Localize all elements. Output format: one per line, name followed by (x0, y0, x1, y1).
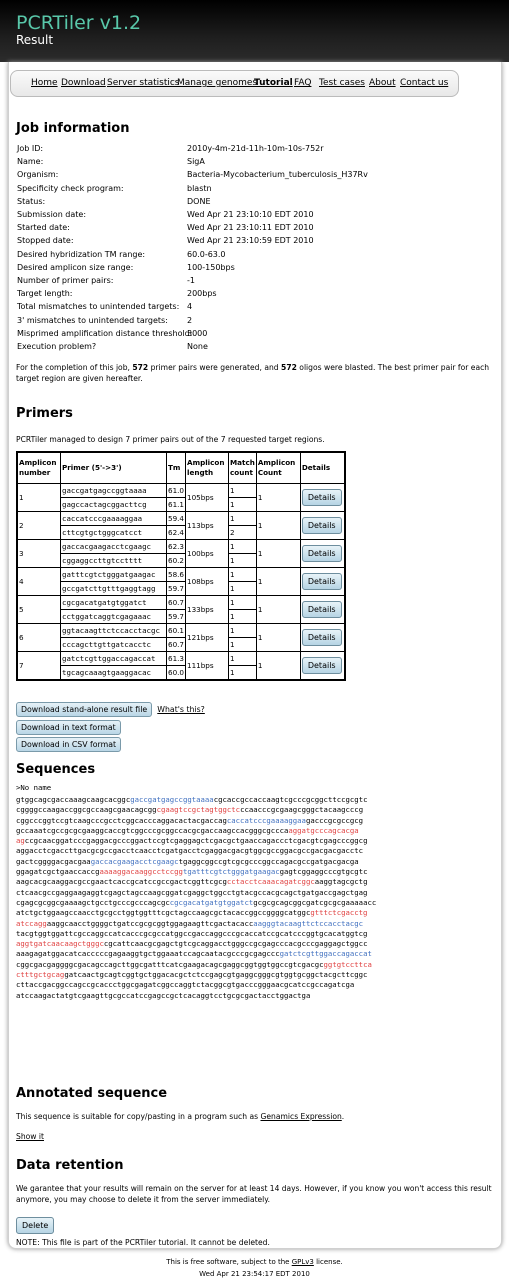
amplicon-number: 3 (17, 540, 61, 568)
reverse-primer-site: cctacctcaaacagatcggc (226, 877, 315, 887)
forward-tm: 60.7 (167, 596, 186, 610)
amplicon-number: 5 (17, 596, 61, 624)
forward-match-count: 1 (229, 596, 257, 610)
sequence-segment: cgagcgcggcgaaaagctgcctgcccgcccagcgc (16, 897, 170, 907)
forward-primer-site: gatctcgttggaccagaccat (279, 949, 372, 959)
sequence-line (16, 877, 376, 887)
reverse-match-count: 1 (229, 498, 257, 512)
forward-match-count: 1 (229, 652, 257, 666)
sequence-segment: cggggccaagaccggcgccaagcgaacagcgg (16, 805, 157, 815)
forward-primer: gatctcgttggaccagaccat (61, 652, 167, 666)
nav-test-cases[interactable]: Test cases (319, 78, 365, 88)
retention-text: We garantee that your results will remain on the server for at least 14 days. However, if you know you won't access this result anymore, you may choose to delete it from the server immediately. (16, 1184, 492, 1204)
sequence-line (16, 939, 376, 949)
nav-faq[interactable]: FAQ (294, 78, 312, 88)
sequence-line (16, 960, 376, 970)
sequence-segment: aggacctcgaccttgacgcgccgacctcaacctcgatgacctcgaggacgacgtggcgccggacgccgacgacgacctc (16, 846, 364, 856)
job-info-value: Bacteria-Mycobacterium_tuberculosis_H37Rv (187, 170, 368, 180)
annotated-heading: Annotated sequence (16, 1086, 168, 1101)
sequence-text (16, 795, 376, 1001)
forward-tm: 60.1 (167, 624, 186, 638)
sequence-segment: gatcaactgcagtcggtgctggacacgctctccgagcgtgaggcgggcgtggtgcggctacgcttcggc (64, 970, 368, 980)
job-info-label: Desired hybridization TM range: (17, 249, 146, 259)
oligo-count: 572 (281, 363, 297, 372)
job-info-label: Organism: (17, 170, 59, 180)
reverse-primer: cccagcttgttgatcacctc (61, 638, 167, 652)
amplicon-length: 133bps (186, 596, 229, 624)
sequence-line (16, 929, 376, 939)
sequence-segment: cggcccggtccgtcaagcccgcctcggcacccaggacactacgaccag (16, 815, 227, 825)
primers-table (16, 451, 346, 681)
reverse-primer: cttcgtgctgggcatcct (61, 526, 167, 540)
sequence-line (16, 898, 376, 908)
reverse-tm: 60.7 (167, 638, 186, 652)
col-primer: Primer (5'->3') (61, 452, 167, 484)
sequence-segment: tgaggcggccgtcgcgcccggccagacgccgatgacgacga (178, 856, 359, 866)
reverse-tm: 62.4 (167, 526, 186, 540)
forward-primer: caccatcccgaaaaggaa (61, 512, 167, 526)
forward-primer: cgcgacatgatgtggatct (61, 596, 167, 610)
amplicon-number: 2 (17, 512, 61, 540)
sequence-segment: aaggtagcgctg (314, 877, 368, 887)
sequences-heading: Sequences (16, 762, 96, 777)
details-button[interactable]: Details (302, 657, 342, 674)
col-amplicon-count: Amplicon Count (256, 452, 300, 484)
sequence-segment: gtggcagcgaccaaagcaagcacggc (16, 795, 131, 804)
job-info-heading: Job information (16, 121, 130, 136)
amplicon-count: 1 (256, 624, 300, 652)
forward-primer-site: gaccgatgagccggtaaaa (130, 795, 214, 804)
job-summary: For the completion of this job, 572 primer pairs were generated, and 572 oligos were blasted. The best primer pair for each target region are given hereafter. (16, 363, 490, 383)
sequence-segment: aaggcaacctggggctgatccgcgcggtggagaagttcgactacacc (46, 918, 254, 928)
nav-contact-us[interactable]: Contact us (400, 78, 449, 88)
job-info-label: 3' mismatches to unintended targets: (17, 315, 168, 325)
reverse-primer: gccgatcttgtttgaggtagg (61, 582, 167, 596)
sequence-line (16, 846, 376, 856)
sequence-segment: tacgtggtggattcgccaggccatcacccgcgccatggccgaccaggcccgcaccatccgcatcccggtgcacatggtcg (16, 928, 368, 938)
sequence-segment: gcgcgcagcggcgatcgcgcgaaaaacc (253, 897, 377, 907)
app-title: PCRTiler v1.2 (16, 12, 142, 34)
details-button[interactable]: Details (302, 601, 342, 618)
download-csv-button[interactable]: Download in CSV format (16, 737, 121, 752)
job-info-label: Number of primer pairs: (17, 276, 114, 286)
reverse-primer-site: ctttgctgcag (16, 970, 65, 980)
primers-table-header (17, 452, 345, 484)
sequence-line (16, 826, 376, 836)
reverse-match-count: 1 (229, 582, 257, 596)
job-info-value: 2 (187, 315, 193, 325)
sequence-line (16, 919, 376, 929)
reverse-primer-site: cgaagtccgctagtggctc (156, 805, 241, 815)
details-button[interactable]: Details (302, 489, 342, 506)
show-it-row (16, 1131, 502, 1142)
forward-primer: ggtacaagttctccacctacgc (61, 624, 167, 638)
amplicon-length: 121bps (186, 624, 229, 652)
job-info-value: DONE (187, 196, 211, 206)
job-info-value: 4 (187, 302, 193, 312)
details-cell (300, 568, 345, 596)
job-info-label: Total mismatches to unintended targets: (17, 302, 180, 312)
sequence-line (16, 991, 376, 1001)
amplicon-number: 4 (17, 568, 61, 596)
show-it-link[interactable]: Show it (16, 1132, 44, 1141)
sequence-line (16, 908, 376, 918)
nav-manage-genomes[interactable]: Manage genomes (177, 78, 258, 88)
table-row (17, 596, 345, 610)
job-info-label: Stopped date: (17, 236, 74, 246)
reverse-match-count: 1 (229, 554, 257, 568)
sequence-segment: atctgctggaagccaacctgcgcctggtggtttcgctagccaagcgctacaccggccggggcatggc (16, 908, 311, 918)
job-info-value: Wed Apr 21 23:10:10 EDT 2010 (187, 210, 314, 220)
sequence-segment: aaagagatggacatcacccccgagaaggtgctggaaatccagcaatacgcccgcgagccc (16, 949, 280, 959)
forward-primer-site: aagggtacaagttctccacctacgc (253, 918, 364, 928)
amplicon-number: 6 (17, 624, 61, 652)
job-info-value: 100-150bps (187, 262, 235, 272)
details-cell (300, 624, 345, 652)
job-info-label: Status: (17, 196, 46, 206)
sequence-line (16, 795, 376, 805)
table-row (17, 652, 345, 666)
forward-tm: 58.6 (167, 568, 186, 582)
delete-row (16, 1213, 54, 1232)
sequence-name: >No name (16, 783, 52, 792)
job-info-value: Wed Apr 21 23:10:11 EDT 2010 (187, 223, 314, 233)
forward-tm: 61.0 (167, 484, 186, 498)
sequence-line (16, 949, 376, 959)
job-info-label: Submission date: (17, 210, 87, 220)
footer-date: Wed Apr 21 23:54:17 EDT 2010 (199, 1270, 310, 1278)
amplicon-count: 1 (256, 596, 300, 624)
primer-pair-count: 572 (132, 363, 149, 372)
amplicon-length: 105bps (186, 484, 229, 512)
job-info-value: 3000 (187, 328, 208, 338)
reverse-primer-site: atccagg (16, 918, 47, 928)
amplicon-length: 113bps (186, 512, 229, 540)
forward-match-count: 1 (229, 484, 257, 498)
reverse-match-count: 1 (229, 610, 257, 624)
job-info-value: None (187, 342, 208, 352)
amplicon-count: 1 (256, 484, 300, 512)
col-tm: Tm (167, 452, 186, 484)
sequence-segment: atccaagactatgtcgaagttgcgccatccgagccgctcacaggtcctgcgcgactacctggactga (16, 990, 311, 1000)
footer-license: This is free software, subject to the GPLv3 license. (166, 1258, 343, 1266)
job-info-label: Execution problem? (17, 342, 97, 352)
sequence-segment: gagtcggaggcccgtgcgtc (279, 867, 368, 877)
details-cell (300, 652, 345, 681)
nav-download[interactable]: Download (61, 78, 106, 88)
reverse-match-count: 2 (229, 526, 257, 540)
sequence-segment: gccaaatcgccgcgcgaaggcaccgtcggcccgcggccacgcgaccaagccacgggcgccca (16, 825, 289, 835)
job-info-value: blastn (187, 183, 212, 193)
amplicon-count: 1 (256, 568, 300, 596)
sequence-line (16, 836, 376, 846)
reverse-primer: tgcagcaaagtgaaggacac (61, 666, 167, 681)
reverse-primer-site: gtttctcgacctg (310, 908, 368, 918)
reverse-tm: 61.1 (167, 498, 186, 512)
forward-primer-site: caccatcccgaaaaggaa (226, 815, 306, 825)
amplicon-count: 1 (256, 512, 300, 540)
reverse-primer-site: aggtgatcaacaagctgggc (16, 939, 104, 949)
job-info-value: -1 (187, 276, 195, 286)
retention-heading: Data retention (16, 1158, 124, 1173)
col-amplicon-number: Amplicon number (17, 452, 61, 484)
job-info-labels (17, 142, 192, 353)
gplv3-link[interactable]: GPLv3 (291, 1258, 314, 1266)
sequence-segment: aagcacgcaaggacgccgaactcaccgcatccgccgactcggttcgcg (16, 877, 227, 887)
forward-primer-site: tgatttcgtctgggatgaagac (182, 867, 280, 877)
reverse-primer: cggaggccttgtcctttt (61, 554, 167, 568)
details-cell (300, 596, 345, 624)
sequence-line (16, 888, 376, 898)
job-info-label: Misprimed amplification distance threshold: (17, 328, 193, 338)
sequence-line (16, 857, 376, 867)
reverse-tm: 60.2 (167, 554, 186, 568)
forward-tm: 59.4 (167, 512, 186, 526)
amplicon-number: 7 (17, 652, 61, 681)
sequence-segment: cgcaccgccaccaagtcgcccgcggcttccgcgtc (213, 795, 368, 804)
forward-tm: 61.3 (167, 652, 186, 666)
table-row (17, 484, 345, 498)
forward-match-count: 1 (229, 540, 257, 554)
annotated-text: This sequence is suitable for copy/pasting in a program such as Genamics Expression. (16, 1112, 345, 1121)
forward-match-count: 1 (229, 512, 257, 526)
sequence-segment: ggagatcgctgaaccaccg (16, 867, 100, 877)
primers-intro: PCRTiler managed to design 7 primer pairs out of the 7 requested target regions. (16, 435, 325, 444)
reverse-primer-site: aaaaggacaaggcctccgg (99, 867, 183, 877)
col-match-count: Match count (229, 452, 257, 484)
sequence-segment: cgcattcaacgcgagctgtcgcaggacctgggccgcgagcccacgcccgaggagctggcc (103, 939, 368, 949)
amplicon-count: 1 (256, 540, 300, 568)
table-row (17, 624, 345, 638)
job-info-label: Target length: (17, 289, 73, 299)
sequence-segment: ccaacccgcgaagcgggctacaagcccg (240, 805, 364, 815)
sequence-segment: gactcggggacgacgaa (16, 856, 91, 866)
details-cell (300, 512, 345, 540)
reverse-primer-site: aggatgcccagcacga (288, 825, 359, 835)
reverse-primer: gagccactagcggacttcg (61, 498, 167, 512)
main-nav (10, 70, 459, 97)
job-info-value: SigA (187, 157, 205, 167)
primers-heading: Primers (16, 406, 73, 421)
sequence-line (16, 867, 376, 877)
sequence-segment: ccgcaacggatcccgaggacgcccggactccgtcgaggagctcgacgctgaaccagaccctcgacgtcgagcccggcg (24, 836, 368, 846)
details-button[interactable]: Details (302, 573, 342, 590)
sequence-line (16, 980, 376, 990)
forward-match-count: 1 (229, 624, 257, 638)
reverse-primer-site: ag (16, 836, 25, 846)
forward-primer: gaccacgaagacctcgaagc (61, 540, 167, 554)
reverse-match-count: 1 (229, 638, 257, 652)
page-subtitle: Result (16, 33, 54, 47)
forward-primer-site: cgcgacatgatgtggatct (169, 897, 254, 907)
reverse-primer-site: ggtgtccttca (323, 959, 372, 969)
job-info-label: Started date: (17, 223, 70, 233)
amplicon-count: 1 (256, 652, 300, 681)
genamics-expression-link[interactable]: Genamics Expression (260, 1112, 342, 1121)
job-info-values (187, 142, 368, 353)
job-info-label: Job ID: (17, 144, 44, 153)
sequence-segment: gacccgcgccgcg (305, 815, 364, 825)
col-amplicon-length: Amplicon length (186, 452, 229, 484)
reverse-tm: 60.0 (167, 666, 186, 681)
download-text-button[interactable]: Download in text format (16, 720, 121, 735)
amplicon-number: 1 (17, 484, 61, 512)
download-standalone-button[interactable]: Download stand-alone result file (16, 702, 152, 717)
sequence-segment: ctcaacgccgaggaagaggtcgagctagccaagcggatcgaggctggcctgtacgccacgcagctgatgaccgagctgag (16, 887, 368, 897)
forward-primer: gatttcgtctgggatgaagac (61, 568, 167, 582)
forward-primer-site: gaccacgaagacctcgaagc (90, 856, 179, 866)
sequence-segment: cttaccgacggccagccgcaccctggcgagatcggccaggtctacggcgtgacccgggaacgcatccgccagatcga (16, 980, 355, 990)
tutorial-note: NOTE: This file is part of the PCRTiler tutorial. It cannot be deleted. (16, 1238, 270, 1247)
sequence-line (16, 816, 376, 826)
job-info-value: 200bps (187, 289, 217, 299)
forward-match-count: 1 (229, 568, 257, 582)
delete-button[interactable]: Delete (16, 1217, 54, 1234)
col-details: Details (300, 452, 345, 484)
forward-tm: 62.3 (167, 540, 186, 554)
nav-about[interactable]: About (369, 78, 396, 88)
details-button[interactable]: Details (302, 545, 342, 562)
job-info-value: 60.0-63.0 (187, 249, 226, 259)
reverse-tm: 59.7 (167, 610, 186, 624)
job-info-value: 2010y-4m-21d-11h-10m-10s-752r (187, 144, 324, 153)
reverse-match-count: 1 (229, 666, 257, 681)
forward-primer: gaccgatgagccggtaaaa (61, 484, 167, 498)
table-row (17, 540, 345, 554)
nav-server-statistics[interactable]: Server statistics (107, 78, 180, 88)
download-csv-row (16, 732, 121, 752)
whats-this-link[interactable]: What's this? (157, 705, 205, 714)
nav-tutorial[interactable]: Tutorial (254, 78, 293, 88)
details-button[interactable]: Details (302, 517, 342, 534)
details-button[interactable]: Details (302, 629, 342, 646)
sequence-segment: cggcgacgaggggcgacagccagcttggcgatttcatcgaagacagcgaggcggtggtggccgtcgacgc (16, 959, 324, 969)
nav-home[interactable]: Home (31, 78, 58, 88)
amplicon-length: 108bps (186, 568, 229, 596)
sequence-line (16, 805, 376, 815)
job-info-label: Desired amplicon size range: (17, 262, 134, 272)
reverse-tm: 59.7 (167, 582, 186, 596)
table-row (17, 568, 345, 582)
header-bar (0, 0, 509, 62)
job-info-value: Wed Apr 21 23:10:59 EDT 2010 (187, 236, 314, 246)
job-info-label: Specificity check program: (17, 183, 124, 193)
details-cell (300, 540, 345, 568)
amplicon-length: 100bps (186, 540, 229, 568)
reverse-primer: cctggatcaggtcgagaaac (61, 610, 167, 624)
job-info-label: Name: (17, 157, 44, 167)
details-cell (300, 484, 345, 512)
download-row (16, 697, 205, 717)
table-row (17, 512, 345, 526)
sequence-line (16, 970, 376, 980)
amplicon-length: 111bps (186, 652, 229, 681)
